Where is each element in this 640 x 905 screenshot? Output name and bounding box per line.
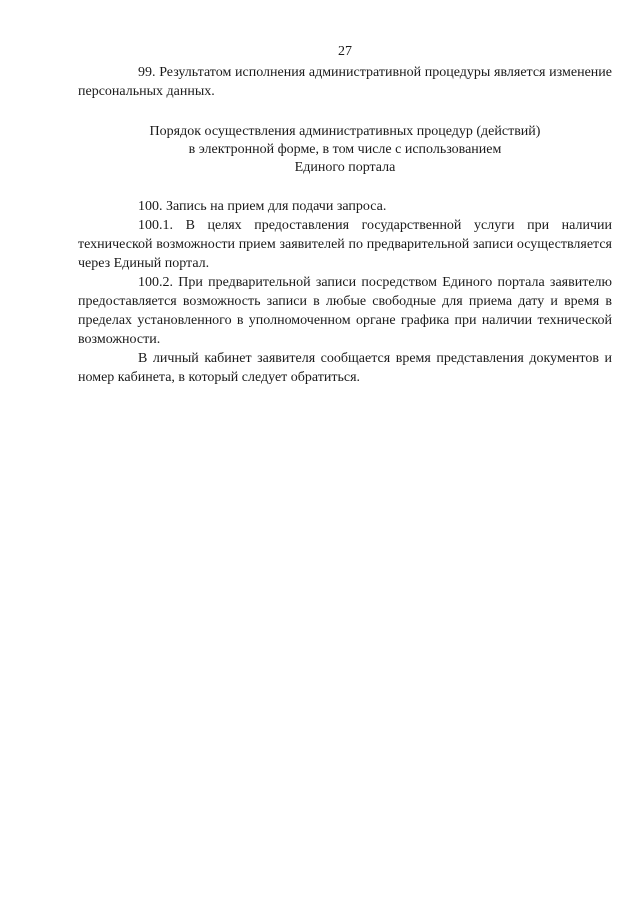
paragraph-100-1: 100.1. В целях предоставления государственной услуги при наличии технической возможности прием заявителей по предварительной записи осуществляется через Единый портал. xyxy=(78,218,612,271)
heading-line-1: Порядок осуществления административных процедур (действий) xyxy=(149,124,541,139)
paragraph-99: 99. Результатом исполнения административной процедуры является изменение персональных данных. xyxy=(78,65,612,99)
paragraph-100: 100. Запись на прием для подачи запроса. xyxy=(138,199,387,214)
heading-line-3: Единого портала xyxy=(294,160,396,175)
paragraph-cabinet: В личный кабинет заявителя сообщается время представления документов и номер кабинета, в который следует обратиться. xyxy=(78,351,612,385)
page-number: 27 xyxy=(338,44,352,59)
section-heading xyxy=(78,123,612,177)
paragraph-100-2: 100.2. При предварительной записи посредством Единого портала заявителю предоставляется возможность записи в любые свободные для приема дату и время в пределах установленного в уполномоченном органе графика при наличии технической возможности. xyxy=(78,275,612,347)
heading-line-2: в электронной форме, в том числе с использованием xyxy=(188,142,502,157)
